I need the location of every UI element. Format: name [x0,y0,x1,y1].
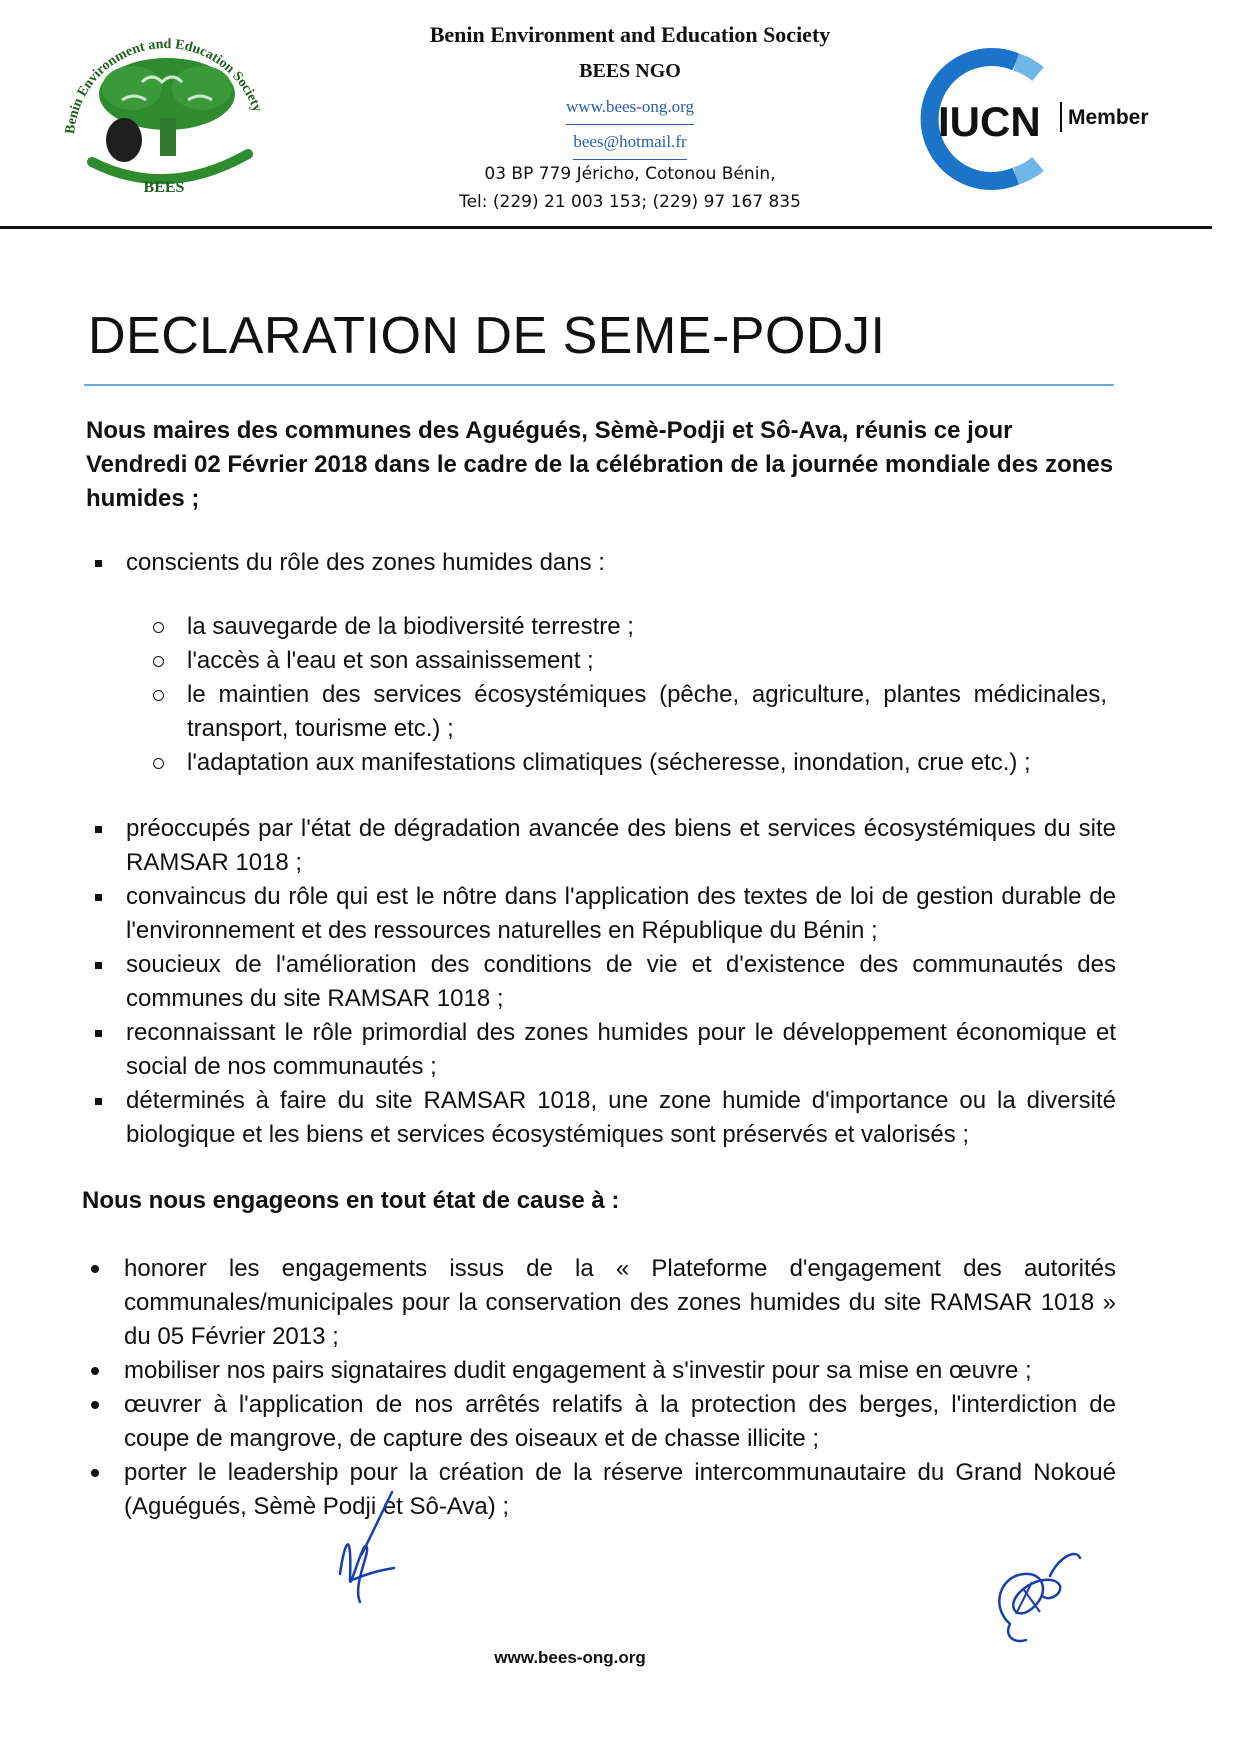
logo-arc-text: Benin Environment and Education Society [63,36,265,135]
title-underline [84,384,1114,386]
commitment-heading: Nous nous engageons en tout état de cause à : [82,1187,620,1214]
postal-address: 03 BP 779 Jéricho, Cotonou Bénin, [484,164,776,184]
list-item: l'adaptation aux manifestations climatiques (sécheresse, inondation, crue etc.) ; [187,746,1107,780]
logo-caption: BEES [143,179,185,196]
intro-paragraph: Nous maires des communes des Aguégués, Sèmè-Podji et Sô-Ava, réunis ce jour Vendredi 02 Février 2018 dans le cadre de la célébration de la journée mondiale des zones humides ; [86,417,1114,512]
list-item: préoccupés par l'état de dégradation avancée des biens et services écosystémiques du site RAMSAR 1018 ; [126,812,1116,880]
phone-numbers: Tel: (229) 21 003 153; (229) 97 167 835 [459,192,801,212]
list-item: la sauvegarde de la biodiversité terrestre ; [187,610,1107,644]
letterhead [0,0,1240,230]
signature-mayor-1 [322,1484,432,1614]
iucn-member-logo [888,44,1188,194]
commitments-list [124,1252,1116,1524]
considerations-lead: conscients du rôle des zones humides dans : [126,546,1116,580]
considerations-list [126,812,1116,1152]
list-item: le maintien des services écosystémiques (pêche, agriculture, plantes médicinales, transport, tourisme etc.) ; [187,678,1107,746]
list-item: soucieux de l'amélioration des conditions de vie et d'existence des communautés des communes du site RAMSAR 1018 ; [126,948,1116,1016]
document-title: DECLARATION DE SEME-PODJI [88,307,886,365]
bees-logo [52,22,282,202]
organization-short-name: BEES NGO [579,60,681,82]
header-divider [0,226,1212,229]
list-item: l'accès à l'eau et son assainissement ; [187,644,1107,678]
website-link[interactable]: www.bees-ong.org [566,90,694,125]
signature-mayor-2 [980,1536,1090,1656]
list-item: honorer les engagements issus de la « Plateforme d'engagement des autorités communales/municipales pour la conservation des zones humides du site RAMSAR 1018 » du 05 Février 2013 ; [124,1252,1116,1354]
list-item: mobiliser nos pairs signataires dudit engagement à s'investir pour sa mise en œuvre ; [124,1354,1116,1388]
footer-website: www.bees-ong.org [494,1648,646,1667]
list-item: reconnaissant le rôle primordial des zones humides pour le développement économique et social de nos communautés ; [126,1016,1116,1084]
considerations-lead-list [126,546,1116,580]
list-item: œuvrer à l'application de nos arrêtés relatifs à la protection des berges, l'interdiction de coupe de mangrove, de capture des oiseaux et de chasse illicite ; [124,1388,1116,1456]
list-item: convaincus du rôle qui est le nôtre dans l'application des textes de loi de gestion durable de l'environnement et des ressources naturelles en République du Bénin ; [126,880,1116,948]
iucn-member-label: Member [1068,106,1149,129]
email-link[interactable]: bees@hotmail.fr [573,125,686,160]
organization-name: Benin Environment and Education Society [429,22,831,47]
wetland-roles-list [187,610,1107,780]
iucn-wordmark: IUCN [938,98,1041,145]
list-item: déterminés à faire du site RAMSAR 1018, une zone humide d'importance ou la diversité biologique et les biens et services écosystémiques sont préservés et valorisés ; [126,1084,1116,1152]
list-item: porter le leadership pour la création de la réserve intercommunautaire du Grand Nokoué (Aguégués, Sèmè Podji et Sô-Ava) ; [124,1456,1116,1524]
organization-info [370,18,890,216]
